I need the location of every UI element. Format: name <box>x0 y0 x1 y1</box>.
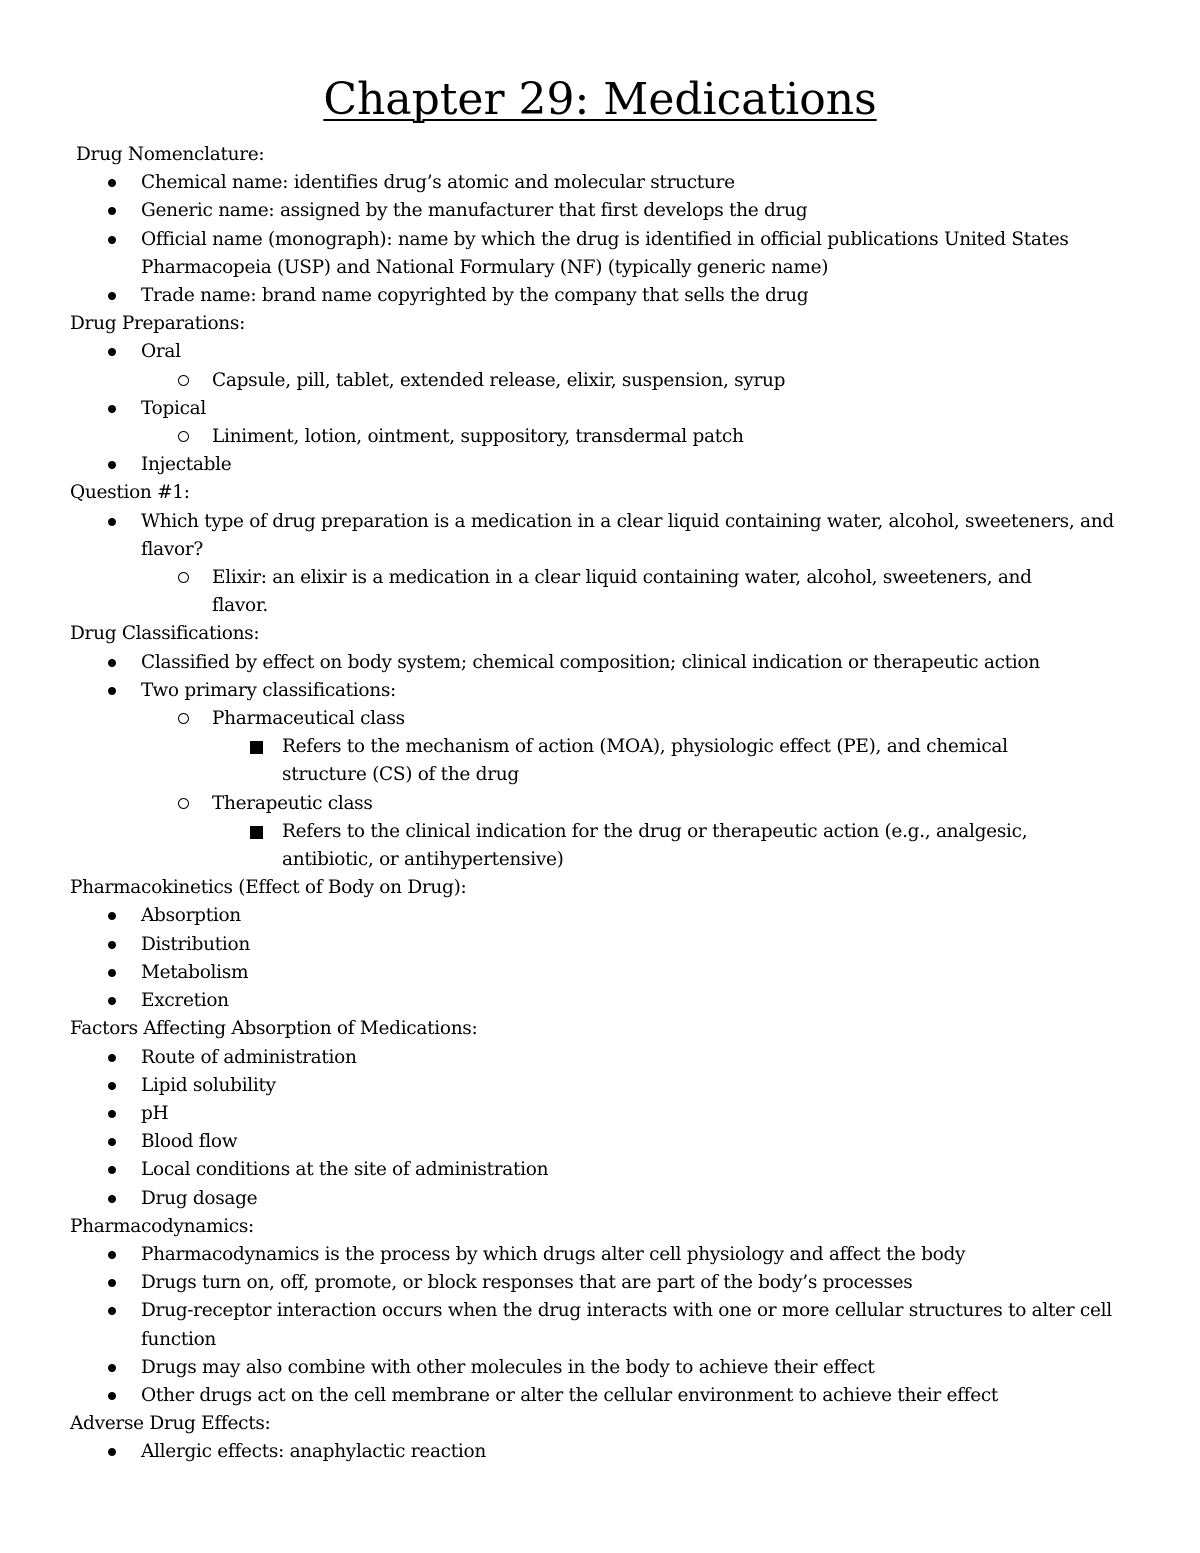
bullet-icon <box>108 687 116 695</box>
hollow-bullet-icon <box>178 713 189 724</box>
list-item <box>70 451 1115 479</box>
list-item <box>70 1269 1115 1297</box>
hollow-bullet-icon <box>178 431 189 442</box>
sub-sub-list-item <box>70 733 1115 789</box>
list-item <box>70 1100 1115 1128</box>
list-item-text: Route of administration <box>141 1046 357 1068</box>
sub-list-item <box>70 790 1115 818</box>
list-item <box>70 197 1115 225</box>
list-item <box>70 338 1115 366</box>
list-item <box>70 1072 1115 1100</box>
list-item-text: Pharmacodynamics is the process by which drugs alter cell physiology and affect the body <box>141 1243 966 1265</box>
bullet-icon <box>108 179 116 187</box>
list-item-text: Other drugs act on the cell membrane or alter the cellular environment to achieve their effect <box>141 1384 999 1406</box>
section-heading-pharmacokinetics: Pharmacokinetics (Effect of Body on Drug): <box>70 877 467 899</box>
section-heading-nomenclature: Drug Nomenclature: <box>76 144 265 165</box>
section-heading-classifications: Drug Classifications: <box>70 623 260 645</box>
bullet-icon <box>108 1251 116 1259</box>
bullet-icon <box>108 518 116 526</box>
bullet-icon <box>108 1166 116 1174</box>
list-item-text: Local conditions at the site of administration <box>141 1159 549 1181</box>
list-item-text: Two primary classifications: <box>141 679 396 701</box>
list-item <box>70 1185 1115 1213</box>
square-bullet-icon <box>250 826 263 839</box>
list-item-text: Generic name: assigned by the manufacturer that first develops the drug <box>141 200 808 222</box>
list-item-text: Metabolism <box>141 961 249 983</box>
list-item <box>70 1241 1115 1269</box>
bullet-icon <box>108 1364 116 1372</box>
list-item-text: Refers to the mechanism of action (MOA), physiologic effect (PE), and chemical structure (CS) of the drug <box>282 736 1008 786</box>
list-item-text: Allergic effects: anaphylactic reaction <box>141 1441 486 1463</box>
bullet-icon <box>108 1195 116 1203</box>
bullet-icon <box>108 1448 116 1456</box>
sub-list-item <box>70 705 1115 733</box>
list-item-text: Lipid solubility <box>141 1074 276 1096</box>
list-item-text: Excretion <box>141 990 229 1012</box>
list-item-text: Topical <box>141 397 207 419</box>
list-item <box>70 1382 1115 1410</box>
list-item-text: Absorption <box>141 905 241 927</box>
list-item <box>70 1128 1115 1156</box>
list-item <box>70 1354 1115 1382</box>
bullet-icon <box>108 997 116 1005</box>
list-item <box>70 395 1115 423</box>
bullet-icon <box>108 405 116 413</box>
section-heading-preparations: Drug Preparations: <box>70 313 246 335</box>
section-heading-absorption-factors: Factors Affecting Absorption of Medications: <box>70 1018 478 1040</box>
list-item-text: Drug dosage <box>141 1187 258 1209</box>
list-item <box>70 987 1115 1015</box>
list-item-text: Drugs turn on, off, promote, or block responses that are part of the body’s processes <box>141 1272 913 1294</box>
hollow-bullet-icon <box>178 375 189 386</box>
list-item <box>70 902 1115 930</box>
bullet-icon <box>108 207 116 215</box>
list-item <box>70 1044 1115 1072</box>
bullet-icon <box>108 941 116 949</box>
list-item <box>70 959 1115 987</box>
bullet-icon <box>108 1279 116 1287</box>
sub-list-item <box>70 564 1115 620</box>
list-item <box>70 282 1115 310</box>
list-item-text: Distribution <box>141 933 250 955</box>
list-item <box>70 1297 1115 1353</box>
list-item-text: Which type of drug preparation is a medication in a clear liquid containing water, alcohol, sweeteners, and flavor? <box>141 510 1114 560</box>
list-item-text: Classified by effect on body system; chemical composition; clinical indication or therapeutic action <box>141 651 1040 673</box>
hollow-bullet-icon <box>178 572 189 583</box>
bullet-icon <box>108 1392 116 1400</box>
list-item-text: Blood flow <box>141 1131 238 1153</box>
list-item-text: Injectable <box>141 454 232 476</box>
page-title-text: Chapter 29: Medications <box>323 74 877 125</box>
list-item <box>70 508 1115 564</box>
section-heading-question: Question #1: <box>70 482 190 504</box>
list-item-text: pH <box>141 1102 169 1124</box>
list-item-text: Drugs may also combine with other molecules in the body to achieve their effect <box>141 1356 875 1378</box>
bullet-icon <box>108 348 116 356</box>
list-item-text: Capsule, pill, tablet, extended release, elixir, suspension, syrup <box>212 369 786 391</box>
bullet-icon <box>108 461 116 469</box>
sub-sub-list-item <box>70 818 1115 874</box>
bullet-icon <box>108 292 116 300</box>
bullet-icon <box>108 659 116 667</box>
list-item-text: Oral <box>141 341 181 363</box>
square-bullet-icon <box>250 741 263 754</box>
bullet-icon <box>108 1307 116 1315</box>
bullet-icon <box>108 1138 116 1146</box>
hollow-bullet-icon <box>178 798 189 809</box>
list-item <box>70 677 1115 705</box>
bullet-icon <box>108 1110 116 1118</box>
list-item-text: Liniment, lotion, ointment, suppository, transdermal patch <box>212 426 744 448</box>
list-item-text: Trade name: brand name copyrighted by the company that sells the drug <box>141 285 809 307</box>
page-title <box>0 72 1200 128</box>
section-heading-pharmacodynamics: Pharmacodynamics: <box>70 1215 254 1237</box>
list-item <box>70 649 1115 677</box>
list-item-text: Elixir: an elixir is a medication in a clear liquid containing water, alcohol, sweeteners, and flavor. <box>212 567 1032 617</box>
bullet-icon <box>108 1082 116 1090</box>
bullet-icon <box>108 912 116 920</box>
list-item-text: Pharmaceutical class <box>212 708 405 730</box>
bullet-icon <box>108 236 116 244</box>
list-item <box>70 169 1115 197</box>
bullet-icon <box>108 1054 116 1062</box>
list-item-text: Official name (monograph): name by which the drug is identified in official publications United States Pharmacopeia (USP) and National Formulary (NF) (typically generic name) <box>141 228 1069 278</box>
sub-list-item <box>70 367 1115 395</box>
bullet-icon <box>108 969 116 977</box>
sub-list-item <box>70 423 1115 451</box>
list-item <box>70 1438 1115 1466</box>
list-item-text: Refers to the clinical indication for the drug or therapeutic action (e.g., analgesic, antibiotic, or antihypertensive) <box>282 820 1028 871</box>
list-item <box>70 1156 1115 1184</box>
list-item-text: Therapeutic class <box>212 792 373 814</box>
document-body <box>70 141 1115 1467</box>
list-item <box>70 931 1115 959</box>
section-heading-adverse: Adverse Drug Effects: <box>70 1413 271 1435</box>
list-item-text: Chemical name: identifies drug’s atomic and molecular structure <box>141 172 735 194</box>
list-item <box>70 226 1115 282</box>
list-item-text: Drug-receptor interaction occurs when the drug interacts with one or more cellular structures to alter cell function <box>141 1300 1112 1350</box>
